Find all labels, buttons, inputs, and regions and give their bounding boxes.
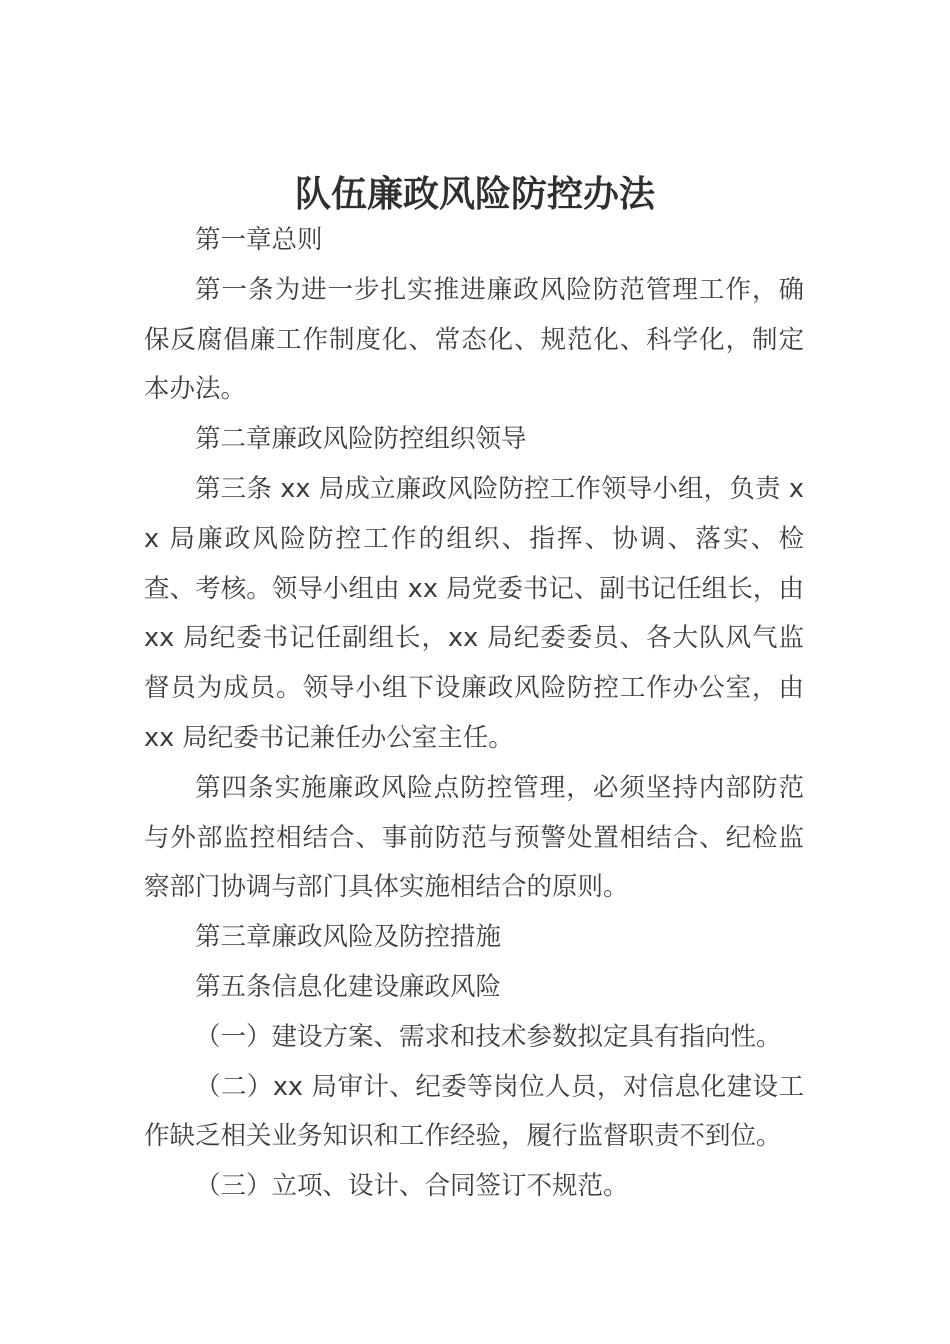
list-item: （三）立项、设计、合同签订不规范。	[195, 1171, 629, 1202]
article-paragraph: 第五条信息化建设廉政风险	[195, 971, 502, 1002]
chapter-heading: 第一章总则	[195, 225, 323, 255]
list-item: （二）xx 局审计、纪委等岗位人员，对信息化建设工作缺乏相关业务知识和工作经验，履行监督职责不到位。	[144, 1071, 804, 1152]
document-body	[144, 216, 804, 1212]
document-title: 队伍廉政风险防控办法	[294, 174, 655, 216]
article-paragraph: 第三条 xx 局成立廉政风险防控工作领导小组，负责 xx 局廉政风险防控工作的组织、指挥、协调、落实、检查、考核。领导小组由 xx 局党委书记、副书记任组长，由 xx 局纪委书记任副组长，xx 局纪委委员、各大队风气监督员为成员。领导小组下设廉政风险防控工作办公室，由 xx 局纪委书记兼任办公室主任。	[144, 473, 804, 753]
chapter-heading: 第二章廉政风险防控组织领导	[195, 424, 527, 455]
article-paragraph: 第一条为进一步扎实推进廉政风险防范管理工作，确保反腐倡廉工作制度化、常态化、规范化、科学化，制定本办法。	[144, 274, 804, 405]
chapter-heading: 第三章廉政风险及防控措施	[195, 922, 502, 953]
list-item: （一）建设方案、需求和技术参数拟定具有指向性。	[195, 1021, 782, 1052]
article-paragraph: 第四条实施廉政风险点防控管理，必须坚持内部防范与外部监控相结合、事前防范与预警处置相结合、纪检监察部门协调与部门具体实施相结合的原则。	[144, 772, 804, 903]
